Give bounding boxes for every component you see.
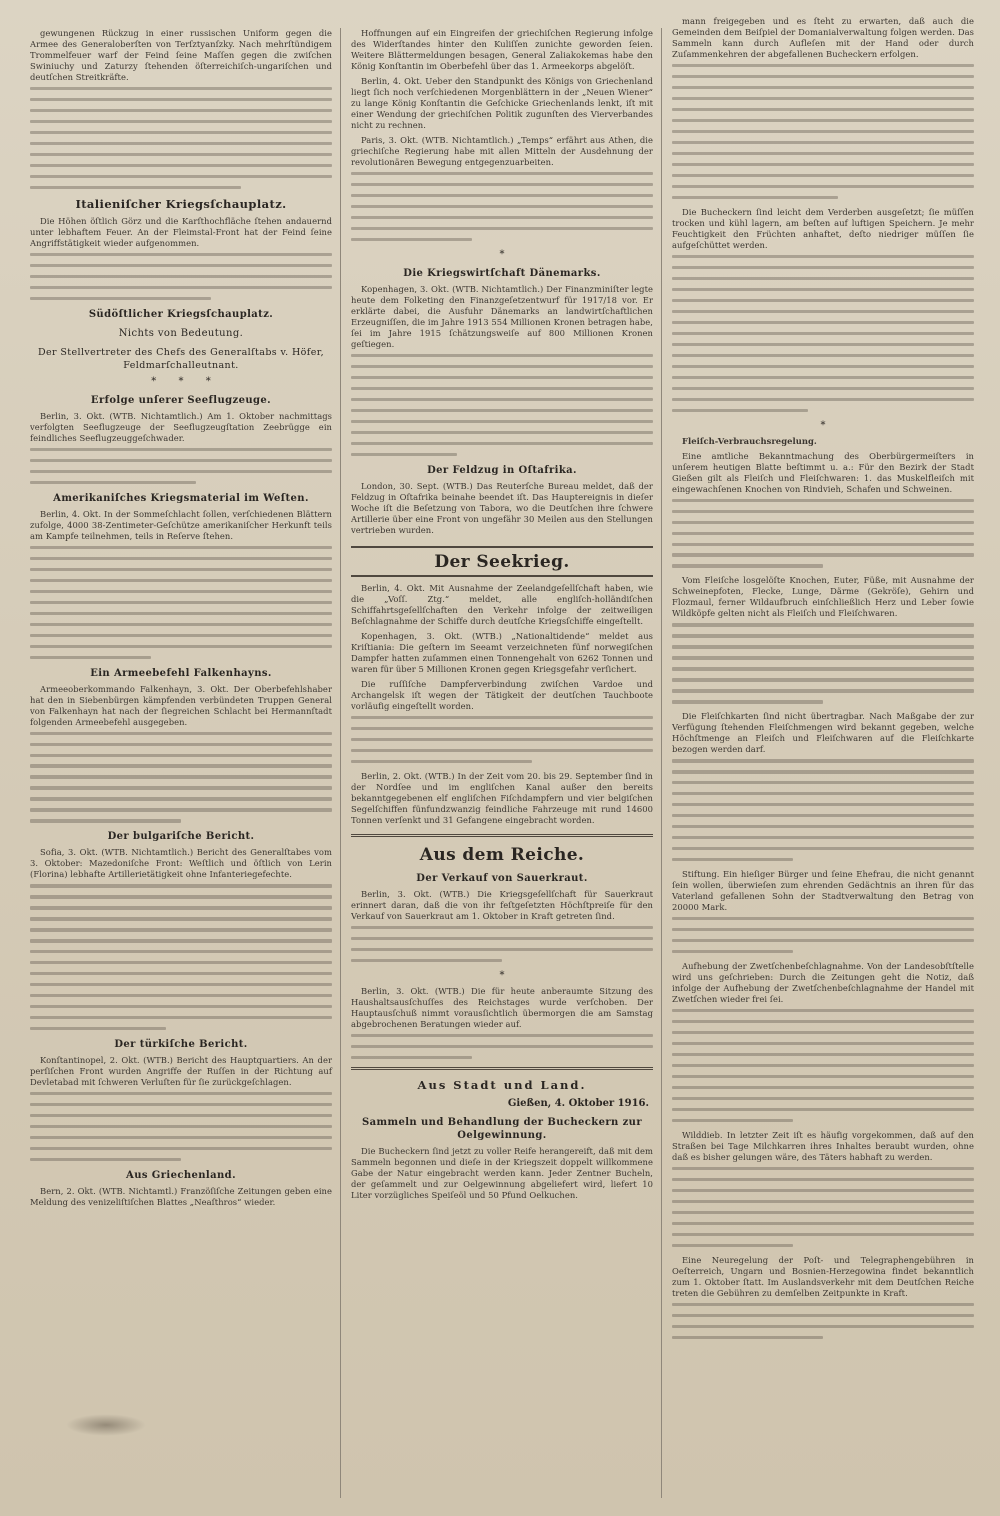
article-text: Berlin, 4. Okt. Mit Ausnahme der Zeelandgeſellſchaft haben, wie die „Voſſ. Ztg.“ meldet, alle engliſch-holländiſchen Schiffahrtsgeſellſchaften den Verkehr infolge der zeitweiligen Beſchlagnahme der Schiffe durch deutſche Kriegsſchiffe eingeſtellt.	[351, 582, 653, 626]
section-heading-large: Der Seekrieg.	[434, 551, 570, 572]
section-heading: Fleiſch-Verbrauchsregelung.	[682, 435, 817, 446]
article-text: Berlin, 3. Okt. (WTB.) Die für heute anberaumte Sitzung des Haushaltsausſchuſſes des Reichstages wurde verſchoben. Der Hauptausſchuß nimmt vorausſichtlich übermorgen die am Samstag abgebrochenen Beratungen wieder auf.	[351, 985, 653, 1029]
section-heading: Amerikaniſches Kriegsmaterial im Weſten.	[53, 492, 309, 504]
article-text: Eine amtliche Bekanntmachung des Oberbürgermeiſters in unſerem heutigen Blatte beſtimmt u. a.: Für den Bezirk der Stadt Gießen gilt als Fleiſch und Fleiſchwaren: 1. das Muskelfleiſch mit eingewachſenen Knochen von Rindvieh, Schafen und Schweinen.	[672, 450, 974, 494]
column-left	[30, 28, 341, 1498]
article-text: Berlin, 4. Okt. In der Sommeſchlacht ſollen, verſchiedenen Blättern zufolge, 4000 38-Zentimeter-Geſchütze amerikaniſcher Herkunft teils am Kampfe teilnehmen, teils in Reſerve ſtehen.	[30, 508, 332, 541]
dateline: Gießen, 4. Oktober 1916.	[507, 1097, 649, 1109]
section-heading: Der Verkauf von Sauerkraut.	[416, 872, 588, 884]
article-text: Aufhebung der Zwetſchenbeſchlagnahme. Von der Landesobſtſtelle wird uns geſchrieben: Durch die Zeitungen geht die Notiz, daß infolge der Aufhebung der Zwetſchenbeſchlagnahme der Handel mit Zwetſchen wieder frei ſei.	[672, 961, 974, 1005]
article-text	[672, 436, 974, 447]
article-text-continued	[672, 1009, 974, 1122]
article-text: Wilddieb. In letzter Zeit iſt es häufig vorgekommen, daß auf den Straßen bei Tage Milchkarren ihres Inhaltes beraubt wurden, ohne daß es bisher gelungen wäre, des Täters habhaft zu werden.	[672, 1129, 974, 1162]
separator-star: *	[499, 969, 505, 981]
article-text-continued	[351, 1034, 653, 1059]
article-text-continued	[672, 499, 974, 568]
section-heading: Der türkiſche Bericht.	[114, 1039, 248, 1051]
article-text-continued	[351, 716, 653, 763]
article-text: Bern, 2. Okt. (WTB. Nichtamtl.) Franzöſiſche Zeitungen geben eine Meldung des venizeliſtiſchen Blattes „Neaſthros“ wieder.	[30, 1186, 332, 1208]
section-heading: Die Kriegswirtſchaft Dänemarks.	[403, 267, 601, 279]
separator-star: *	[820, 419, 826, 431]
section-divider	[351, 834, 653, 837]
article-text-continued	[30, 1092, 332, 1161]
article-text-continued	[351, 926, 653, 962]
section-heading: Aus Stadt und Land.	[417, 1077, 587, 1092]
section-heading: Der bulgariſche Bericht.	[107, 831, 255, 843]
section-heading: Italieniſcher Kriegsſchauplatz.	[75, 196, 287, 211]
article-text: Berlin, 3. Okt. (WTB.) Die Kriegsgeſellſchaft für Sauerkraut erinnert daran, daß die von ihr feſtgeſetzten Höchſtpreiſe für den Verkauf von Sauerkraut am 1. Oktober in Kraft getreten ſind.	[351, 888, 653, 921]
article-text: Sofia, 3. Okt. (WTB. Nichtamtlich.) Bericht des Generalſtabes vom 3. Oktober: Mazedoniſche Front: Weſtlich und öſtlich von Lerin (Florina) lebhafte Artillerietätigkeit ohne Infanteriegefechte.	[30, 847, 332, 880]
article-text: Die ruſſiſche Dampferverbindung zwiſchen Vardoe und Archangelsk iſt wegen der Tätigkeit der deutſchen Tauchboote vorläufig eingeſtellt worden.	[351, 678, 653, 711]
article-text-continued	[351, 354, 653, 456]
article-text-continued	[30, 546, 332, 659]
article-text-continued	[30, 732, 332, 823]
section-heading-large: Aus dem Reiche.	[419, 844, 585, 865]
section-heading: Erfolge unſerer Seeflugzeuge.	[90, 394, 272, 406]
article-text: Berlin, 3. Okt. (WTB. Nichtamtlich.) Am 1. Oktober nachmittags verfolgten Seeflugzeuge der Seeflugzeugſtation Zeebrügge ein feindliches Seeflugzeuggeſchwader.	[30, 410, 332, 443]
article-text-continued	[672, 759, 974, 861]
article-text-continued	[30, 253, 332, 300]
section-heading: Ein Armeebefehl Falkenhayns.	[90, 667, 272, 679]
column-middle	[351, 28, 662, 1498]
article-text-continued	[30, 87, 332, 189]
article-text: Paris, 3. Okt. (WTB. Nichtamtlich.) „Temps“ erfährt aus Athen, die griechiſche Regierung habe mit allen Mitteln der Ausdehnung der revolutionären Bewegung entgegenzuarbeiten.	[351, 135, 653, 167]
article-text: Kopenhagen, 3. Okt. (WTB. Nichtamtlich.) Der Finanzminiſter legte heute dem Folketing den Finanzgeſetzentwurf für 1917/18 vor. Er erklärte dabei, die Ausfuhr Dänemarks an landwirtſchaftlichen Erzeugniſſen, die im Jahre 1913 554 Millionen Kronen betragen habe, ſei im Jahre 1915 ſchätzungsweiſe auf 800 Millionen Kronen geſtiegen.	[351, 283, 653, 349]
article-text: Vom Fleiſche losgelöſte Knochen, Euter, Füße, mit Ausnahme der Schweinepfoten, Flecke, Lunge, Därme (Gekröſe), Gehirn und Flozmaul, ferner Wildaufbruch einſchließlich Herz und Leber ſowie Wildköpfe gelten nicht als Fleiſch und Fleiſchwaren.	[672, 575, 974, 619]
article-text-continued	[672, 64, 974, 199]
article-text: London, 30. Sept. (WTB.) Das Reuterſche Bureau meldet, daß der Feldzug in Oſtafrika beinahe beendet iſt. Das Hauptereignis in dieſer Woche iſt die Beſetzung von Tabora, wo die Deutſchen ihre ſchwere Artillerie über eine Front von ungefähr 30 Meilen aus den Stellungen vertrieben wurden.	[351, 480, 653, 535]
seekrieg-box	[351, 546, 653, 577]
section-heading: Sammeln und Behandlung der Bucheckern zur Oelgewinnung.	[362, 1116, 642, 1141]
article-text: gewungenen Rückzug in einer russischen Uniform gegen die Armee des Generaloberſten von Terſztyanſzky. Nach mehrſtündigem Trommelfeuer warf der Feind ſeine Maſſen gegen die zwiſchen Swiniuchy und Zaturzy ſtehenden öſterreichiſch-ungariſchen und deutſchen Streitkräfte.	[30, 28, 332, 82]
ink-stain	[66, 1414, 146, 1436]
section-divider	[351, 1067, 653, 1070]
article-text-continued	[672, 255, 974, 412]
article-text-continued	[30, 448, 332, 484]
article-text-continued	[30, 884, 332, 1030]
article-text: Die Bucheckern ſind leicht dem Verderben ausgeſetzt; ſie müſſen trocken und kühl lagern, am beſten auf luftigen Speichern. Je mehr Feuchtigkeit den Früchten anhaftet, deſto niedriger müſſen ſie aufgeſchüttet werden.	[672, 206, 974, 250]
section-heading: Südöſtlicher Kriegsſchauplatz.	[88, 308, 274, 320]
article-text: Die Fleiſchkarten ſind nicht übertragbar. Nach Maßgabe der zur Verfügung ſtehenden Fleiſchmengen wird bekannt gegeben, welche Höchſtmenge an Fleiſch und Fleiſchwaren auf die Fleiſchkarte bezogen werden darf.	[672, 711, 974, 755]
section-heading: Der Feldzug in Oſtafrika.	[427, 464, 577, 476]
section-heading: Aus Griechenland.	[126, 1170, 236, 1182]
article-text-continued	[351, 172, 653, 241]
article-text-continued	[672, 1303, 974, 1339]
article-text: Konſtantinopel, 2. Okt. (WTB.) Bericht des Hauptquartiers. An der perſiſchen Front wurden Angriffe der Ruſſen in der Richtung auf Devletabad mit ſchweren Verluſten für ſie zurückgeſchlagen.	[30, 1055, 332, 1088]
article-text: Armeeoberkommando Falkenhayn, 3. Okt. Der Oberbefehlshaber hat den in Siebenbürgen kämpfenden verbündeten Truppen General von Falkenhayn hat nach der ſiegreichen Schlacht bei Hermannſtadt folgenden Armeebefehl ausgegeben.	[30, 683, 332, 727]
article-text: Kopenhagen, 3. Okt. (WTB.) „Nationaltidende“ meldet aus Kriſtiania: Die geſtern im Seeamt verzeichneten fünf norwegiſchen Dampfer hatten zuſammen einen Tonnengehalt von 6262 Tonnen und waren für über 5 Millionen Kronen gegen Kriegsgefahr verſichert.	[351, 630, 653, 674]
article-text: Berlin, 4. Okt. Ueber den Standpunkt des Königs von Griechenland liegt ſich noch verſchiedenen Morgenblättern in der „Neuen Wiener“ zu lange König Konſtantin die Geſchicke Griechenlands lenkt, iſt mit einer Wendung der griechiſchen Politik zugunſten des Vierverbandes nicht zu rechnen.	[351, 76, 653, 130]
article-text-continued	[672, 1167, 974, 1247]
signature: Der Stellvertreter des Chefs des Generalſtabs v. Höfer, Feldmarſchalleutnant.	[37, 346, 325, 371]
article-text-continued	[672, 623, 974, 703]
article-text: mann freigegeben und es ſteht zu erwarten, daß auch die Gemeinden dem Beiſpiel der Domanialverwaltung folgen werden. Das Sammeln kann durch Aufleſen mit der Hand oder durch Zuſammenkehren der abgefallenen Bucheckern erfolgen.	[672, 16, 974, 59]
article-text: Eine Neuregelung der Poſt- und Telegraphengebühren in Oeſterreich, Ungarn und Bosnien-Herzegowina findet bekanntlich zum 1. Oktober ſtatt. Im Auslandsverkehr mit dem Deutſchen Reiche treten die Gebühren zu demſelben Zeitpunkte in Kraft.	[672, 1254, 974, 1298]
section-note: Nichts von Bedeutung.	[118, 327, 244, 339]
article-text-continued	[672, 917, 974, 953]
column-right	[672, 16, 974, 1486]
article-text: Berlin, 2. Okt. (WTB.) In der Zeit vom 20. bis 29. September ſind in der Nordſee und im engliſchen Kanal außer den bereits bekanntgegebenen elf engliſchen Fiſchdampfern und vier belgiſchen Segelſchiffen fünfundzwanzig feindliche Fahrzeuge mit rund 14600 Tonnen verſenkt und 31 Gefangene eingebracht worden.	[351, 770, 653, 825]
article-text: Die Höhen öſtlich Görz und die Karſthochfläche ſtehen andauernd unter lebhaftem Feuer. An der Fleimstal-Front hat der Feind ſeine Angriffstätigkeit wieder aufgenommen.	[30, 215, 332, 248]
separator-star: * * *	[151, 375, 211, 387]
article-text: Hoffnungen auf ein Eingreifen der griechiſchen Regierung infolge des Widerſtandes hinter den Kuliſſen zunichte geworden ſeien. Weitere Blättermeldungen besagen, General Zaliakokemas habe den König Konſtantin im Oberbefehl über das 1. Armeekorps abgelöſt.	[351, 28, 653, 71]
article-text: Stiftung. Ein hieſiger Bürger und ſeine Ehefrau, die nicht genannt ſein wollen, überwieſen zum ehrenden Gedächtnis an ihren für das Vaterland gefallenen Sohn der Stadtverwaltung den Betrag von 20000 Mark.	[672, 869, 974, 913]
article-text: Die Bucheckern ſind jetzt zu voller Reife herangereift, daß mit dem Sammeln begonnen und dieſe in der Kriegszeit doppelt willkommene Gabe der Natur eingebracht werden kann. Jeder Zentner Bucheln, der geſammelt und zur Oelgewinnung abgeliefert wird, liefert 10 Liter vorzügliches Speiſeöl und 50 Pfund Oelkuchen.	[351, 1145, 653, 1200]
separator-star: *	[499, 248, 505, 260]
